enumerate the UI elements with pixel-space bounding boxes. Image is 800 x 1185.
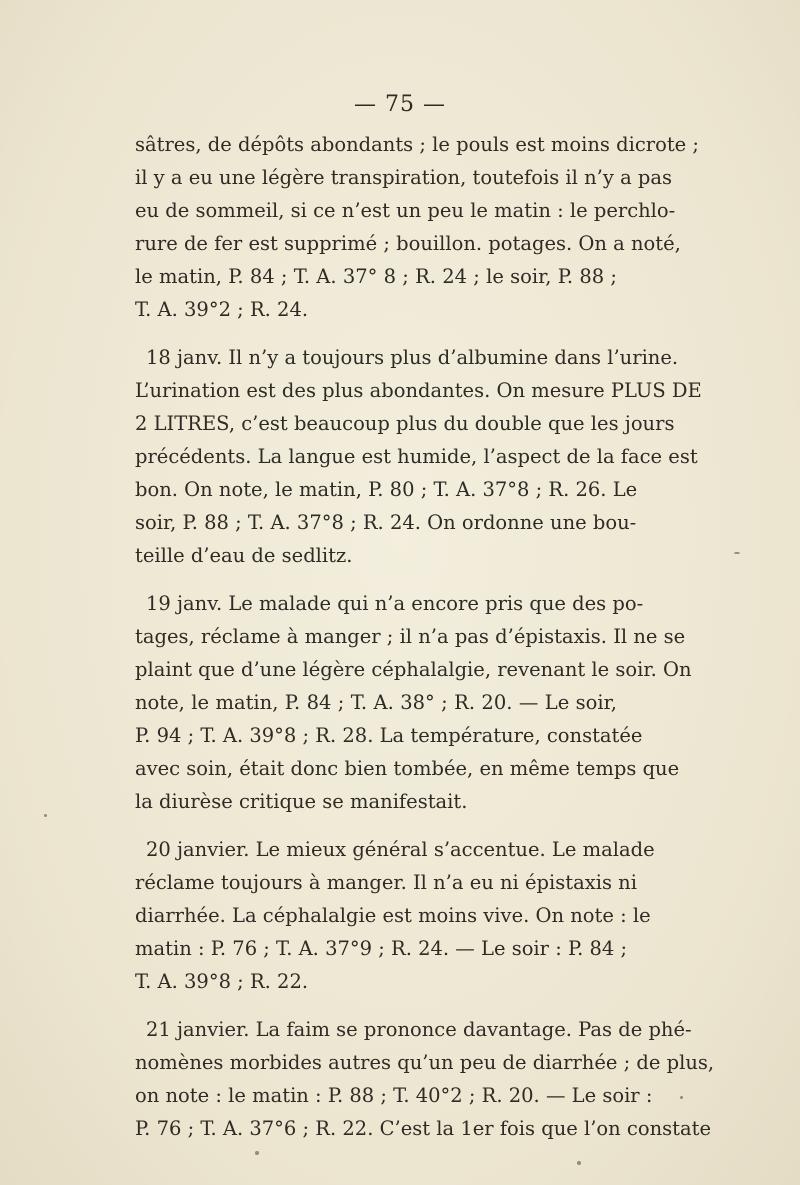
text-line: matin : P. 76 ; T. A. 37°9 ; R. 24. — Le soir : P. 84 ;	[135, 937, 628, 960]
paper-speck	[734, 552, 740, 554]
text-line: diarrhée. La céphalalgie est moins vive. On note : le	[135, 904, 651, 927]
paper-speck	[680, 1096, 683, 1099]
text-line: teille d’eau de sedlitz.	[135, 544, 353, 567]
text-line: nomènes morbides autres qu’un peu de diarrhée ; de plus,	[135, 1051, 715, 1074]
text-line: le matin, P. 84 ; T. A. 37° 8 ; R. 24 ; le soir, P. 88 ;	[135, 265, 617, 288]
text-line: 21 janvier. La faim se prononce davantage. Pas de phé-	[146, 1018, 692, 1041]
text-line: T. A. 39°8 ; R. 22.	[135, 970, 309, 993]
text-line: avec soin, était donc bien tombée, en même temps que	[135, 757, 680, 780]
text-line: P. 94 ; T. A. 39°8 ; R. 28. La température, constatée	[135, 724, 643, 747]
text-line: 18 janv. Il n’y a toujours plus d’albumine dans l’urine.	[146, 346, 679, 369]
paper-speck	[44, 814, 47, 817]
text-line: 20 janvier. Le mieux général s’accentue. Le malade	[146, 838, 655, 861]
text-line: sâtres, de dépôts abondants ; le pouls est moins dicrote ;	[135, 133, 699, 156]
body-text	[135, 128, 715, 1145]
text-line: L’urination est des plus abondantes. On mesure PLUS DE	[135, 379, 702, 402]
text-line: réclame toujours à manger. Il n’a eu ni épistaxis ni	[135, 871, 637, 894]
page-number: — 75 —	[354, 92, 446, 117]
text-line: P. 76 ; T. A. 37°6 ; R. 22. C’est la 1er fois que l’on constate	[135, 1117, 711, 1140]
text-line: note, le matin, P. 84 ; T. A. 38° ; R. 20. — Le soir,	[135, 691, 617, 714]
text-line: 2 LITRES, c’est beaucoup plus du double que les jours	[135, 412, 675, 435]
text-line: eu de sommeil, si ce n’est un peu le matin : le perchlo-	[135, 199, 676, 222]
text-line: soir, P. 88 ; T. A. 37°8 ; R. 24. On ordonne une bou-	[135, 511, 637, 534]
text-line: bon. On note, le matin, P. 80 ; T. A. 37°8 ; R. 26. Le	[135, 478, 638, 501]
text-line: rure de fer est supprimé ; bouillon. potages. On a noté,	[135, 232, 681, 255]
text-line: précédents. La langue est humide, l’aspect de la face est	[135, 445, 698, 468]
paper-speck	[255, 1151, 259, 1155]
text-line: il y a eu une légère transpiration, toutefois il n’y a pas	[135, 166, 673, 189]
text-line: on note : le matin : P. 88 ; T. 40°2 ; R. 20. — Le soir :	[135, 1084, 653, 1107]
text-line: la diurèse critique se manifestait.	[135, 790, 468, 813]
text-line: 19 janv. Le malade qui n’a encore pris que des po-	[146, 592, 644, 615]
text-line: tages, réclame à manger ; il n’a pas d’épistaxis. Il ne se	[135, 625, 686, 648]
text-line: plaint que d’une légère céphalalgie, revenant le soir. On	[135, 658, 692, 681]
paper-speck	[577, 1161, 581, 1165]
text-line: T. A. 39°2 ; R. 24.	[135, 298, 309, 321]
